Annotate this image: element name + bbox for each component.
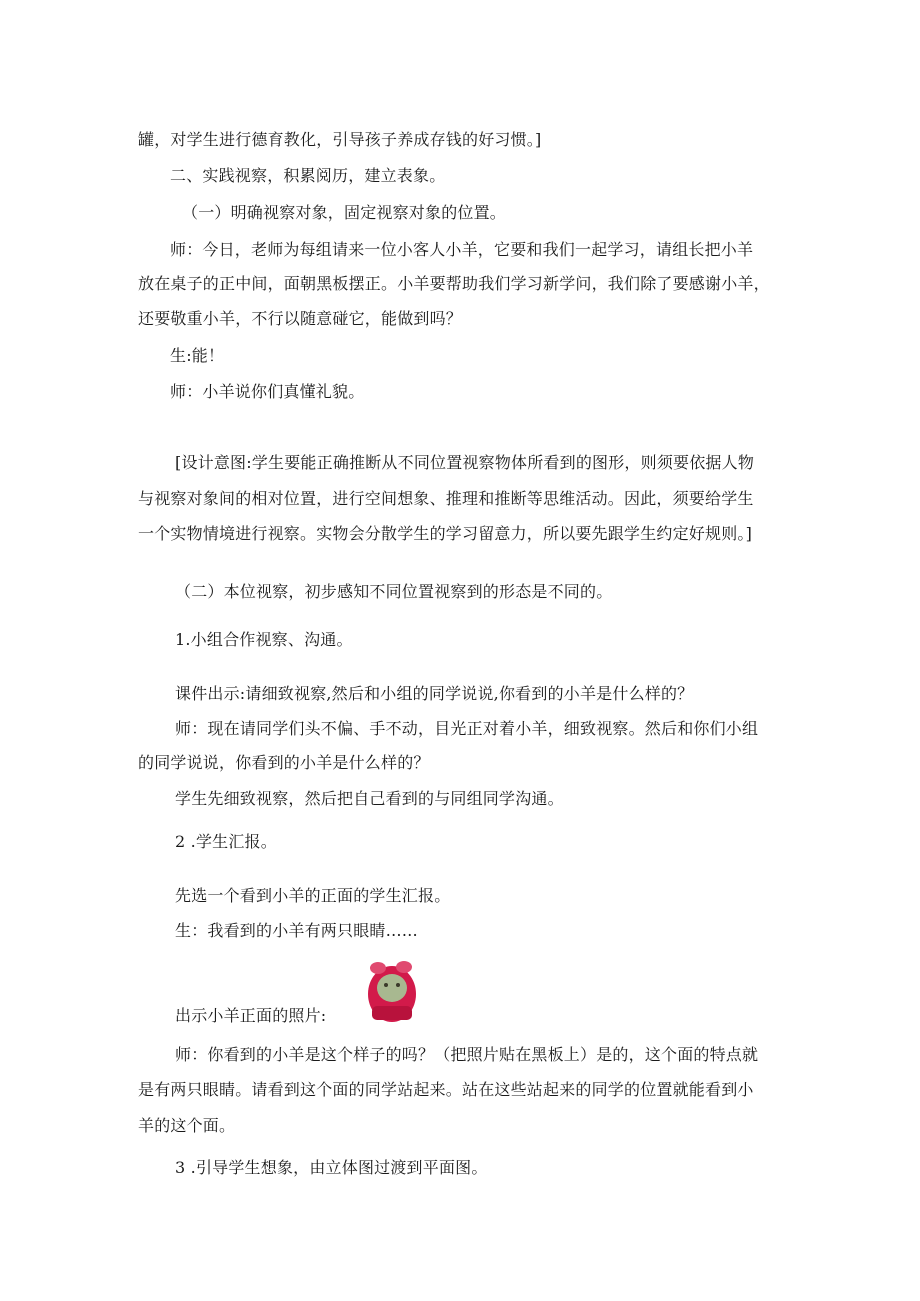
paragraph-line: 师：小羊说你们真懂礼貌。 (170, 382, 365, 401)
paragraph-line: 生:能！ (170, 346, 225, 365)
paragraph-line: 的同学说说，你看到的小羊是什么样的？ (138, 753, 430, 772)
lamb-front-photo (362, 958, 422, 1024)
figure-caption: 出示小羊正面的照片: (175, 1006, 327, 1025)
paragraph-line: 学生先细致视察，然后把自己看到的与同组同学沟通。 (175, 789, 564, 808)
subsection-heading: （一）明确视察对象，固定视察对象的位置。 (182, 203, 507, 222)
paragraph-line: 课件出示:请细致视察,然后和小组的同学说说,你看到的小羊是什么样的？ (175, 684, 694, 703)
paragraph-line: 还要敬重小羊，不行以随意碰它，能做到吗？ (138, 309, 463, 328)
paragraph-line: 放在桌子的正中间，面朝黑板摆正。小羊要帮助我们学习新学问，我们除了要感谢小羊， (138, 274, 770, 293)
subsection-heading: （二）本位视察，初步感知不同位置视察到的形态是不同的。 (175, 582, 613, 601)
paragraph-line: 生：我看到的小羊有两只眼睛…… (175, 921, 419, 940)
design-note-line: [设计意图:学生要能正确推断从不同位置视察物体所看到的图形，则须要依据人物 (175, 453, 755, 472)
design-note-line: 一个实物情境进行视察。实物会分散学生的学习留意力，所以要先跟学生约定好规则。] (138, 524, 753, 543)
paragraph-line: 先选一个看到小羊的正面的学生汇报。 (175, 886, 451, 905)
paragraph-line: 是有两只眼睛。请看到这个面的同学站起来。站在这些站起来的同学的位置就能看到小 (138, 1080, 754, 1099)
paragraph-line: 师：现在请同学们头不偏、手不动，目光正对着小羊，细致视察。然后和你们小组 (175, 719, 759, 738)
paragraph-line: 师：今日，老师为每组请来一位小客人小羊，它要和我们一起学习，请组长把小羊 (170, 240, 754, 259)
section-heading: 二、实践视察，积累阅历，建立表象。 (170, 166, 446, 185)
paragraph-line: 师：你看到的小羊是这个样子的吗？（把照片贴在黑板上）是的，这个面的特点就 (175, 1045, 759, 1064)
numbered-item: 3 .引导学生想象，由立体图过渡到平面图。 (175, 1158, 488, 1177)
design-note-line: 与视察对象间的相对位置，进行空间想象、推理和推断等思维活动。因此，须要给学生 (138, 489, 754, 508)
paragraph-line: 羊的这个面。 (138, 1116, 236, 1135)
paragraph-line: 罐，对学生进行德育教化，引导孩子养成存钱的好习惯。] (138, 130, 542, 149)
numbered-item: 1.小组合作视察、沟通。 (175, 630, 353, 649)
lamb-toy-icon (362, 958, 422, 1024)
numbered-item: 2 .学生汇报。 (175, 832, 277, 851)
